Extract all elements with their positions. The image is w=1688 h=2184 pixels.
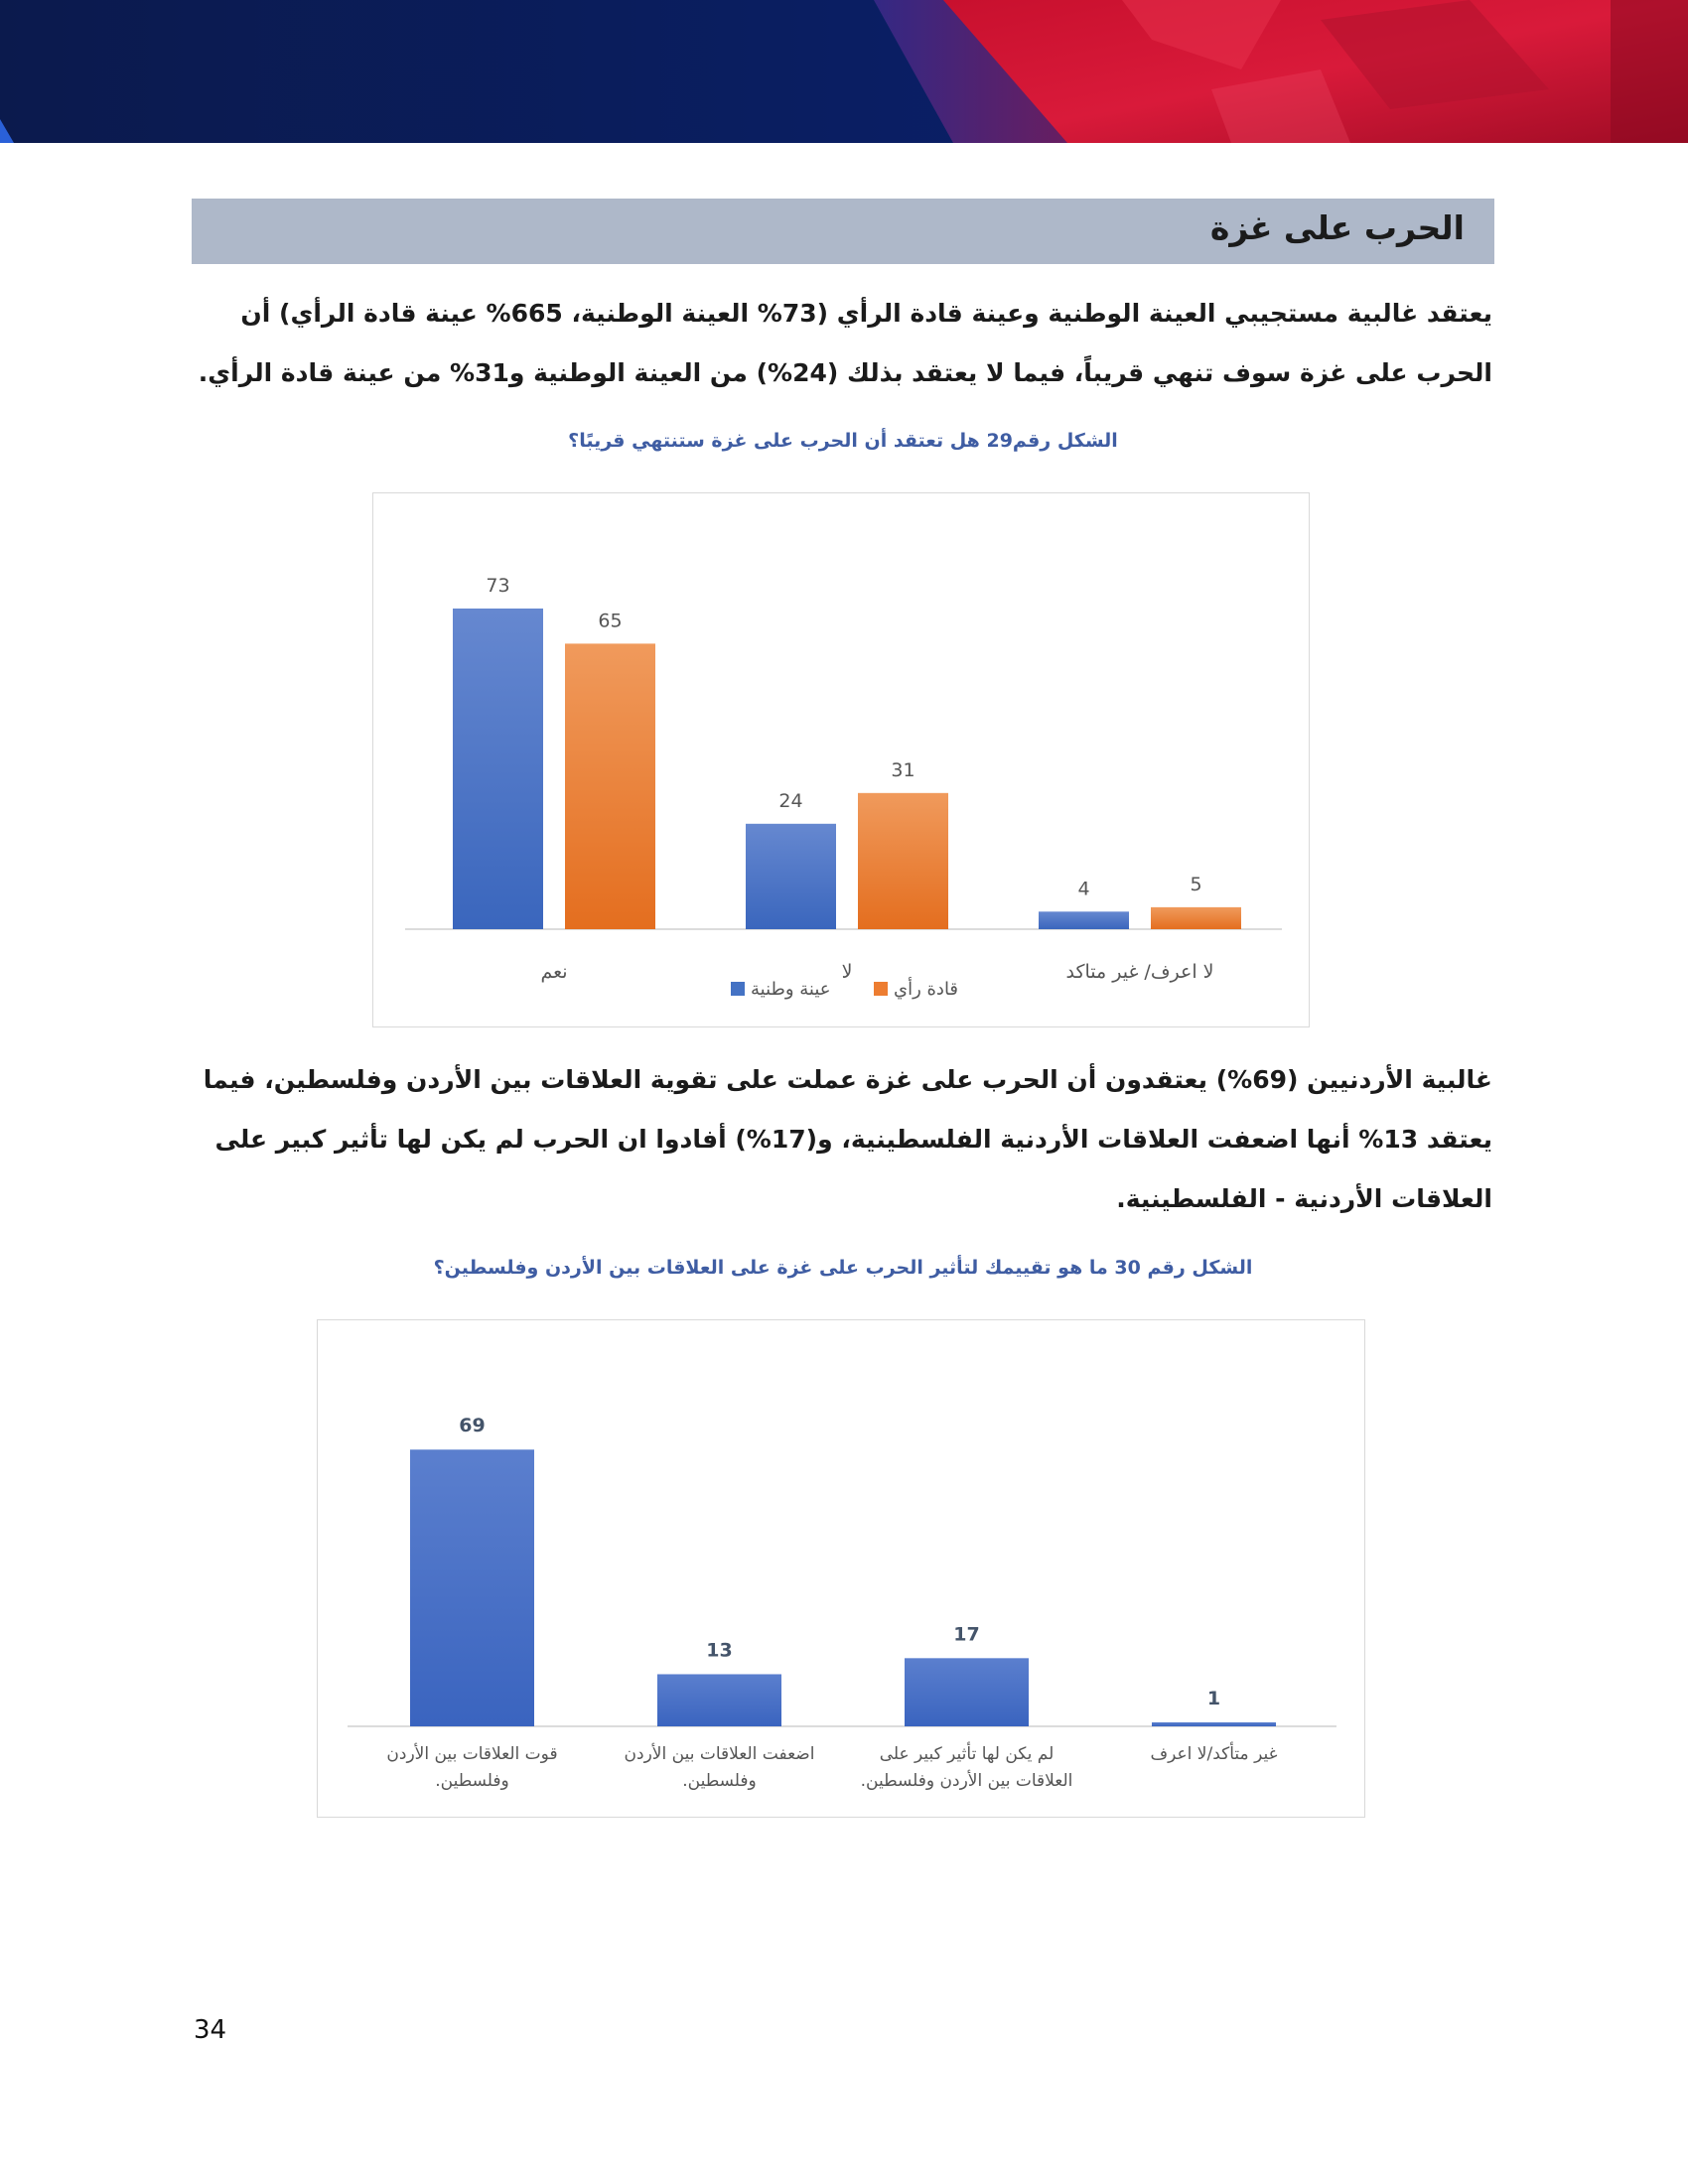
chart-1-bar [565, 643, 655, 929]
chart-2-category-label: وفلسطين. [435, 1771, 509, 1791]
chart-1-data-label: 4 [1077, 878, 1090, 900]
chart-1-legend-label: قادة رأي [894, 979, 959, 1000]
chart-2-category-label: اضعفت العلاقات بين الأردن [624, 1744, 815, 1764]
chart-2-data-label: 69 [459, 1415, 486, 1437]
chart-1-bar [453, 609, 543, 929]
header-banner [0, 0, 1688, 143]
chart-2-bar [657, 1674, 781, 1726]
figure-30-title: الشكل رقم 30 ما هو تقييمك لتأثير الحرب على غزة على العلاقات بين الأردن وفلسطين؟ [433, 1257, 1253, 1279]
chart-2-category-label: العلاقات بين الأردن وفلسطين. [860, 1771, 1073, 1791]
paragraph-1: يعتقد غالبية مستجيبي العينة الوطنية وعينة قادة الرأي (73% العينة الوطنية، 665% عينة قادة الرأي) أن الحرب على غزة سوف تنهي قريباً، فيما لا يعتقد بذلك (24%) من العينة الوطنية و31% من عينة قادة الرأي. [198, 299, 1492, 387]
chart-1-legend-label: عينة وطنية [751, 979, 831, 1000]
chart-2-bar [410, 1449, 534, 1726]
chart-1-legend-swatch [731, 982, 745, 996]
chart-2-data-label: 1 [1206, 1687, 1221, 1709]
paragraph-2: غالبية الأردنيين (69%) يعتقدون أن الحرب على غزة عملت على تقوية العلاقات بين الأردن وفلسطين، فيما يعتقد 13% أنها اضعفت العلاقات الأردنية الفلسطينية، و(17%) أفادوا ان الحرب لم يكن لها تأثير كبير على العلاقات الأردنية - الفلسطينية. [203, 1065, 1492, 1213]
chart-1-category-label: نعم [540, 961, 568, 983]
chart-1-bar [746, 824, 836, 929]
chart-1-svg [373, 493, 1311, 1028]
section-title: الحرب على غزة [1209, 208, 1465, 247]
chart-2-bar [1152, 1722, 1276, 1726]
chart-2-data-label: 17 [953, 1623, 980, 1646]
chart-1-category-label: لا اعرف/ غير متاكد [1065, 961, 1214, 983]
chart-1-bar [858, 793, 948, 929]
chart-1-legend-swatch [874, 982, 888, 996]
chart-2-category-label: وفلسطين. [682, 1771, 757, 1791]
chart-1-data-label: 24 [778, 789, 803, 812]
banner-graphic [0, 0, 1688, 143]
chart-war-end-soon [372, 492, 1310, 1027]
chart-1-data-label: 65 [598, 610, 623, 632]
chart-war-impact-relations [317, 1319, 1365, 1818]
page-number: 34 [194, 2015, 227, 2045]
chart-2-data-label: 13 [706, 1639, 733, 1662]
chart-1-bar [1039, 911, 1129, 929]
section-header-bar [192, 199, 1494, 264]
chart-1-data-label: 5 [1190, 873, 1202, 895]
chart-1-bar [1151, 907, 1241, 929]
chart-1-data-label: 73 [486, 574, 510, 597]
chart-2-category-label: لم يكن لها تأثير كبير على [879, 1744, 1055, 1764]
chart-2-category-label: قوت العلاقات بين الأردن [386, 1744, 558, 1764]
figure-29-title: الشكل رقم29 هل تعتقد أن الحرب على غزة ستنتهي قريبًا؟ [568, 430, 1118, 452]
chart-1-category-label: لا [841, 961, 853, 983]
chart-1-data-label: 31 [891, 758, 915, 781]
chart-2-bar [905, 1658, 1029, 1726]
chart-2-category-label: غير متأكد/لا اعرف [1150, 1744, 1278, 1764]
chart-2-svg [318, 1320, 1366, 1819]
